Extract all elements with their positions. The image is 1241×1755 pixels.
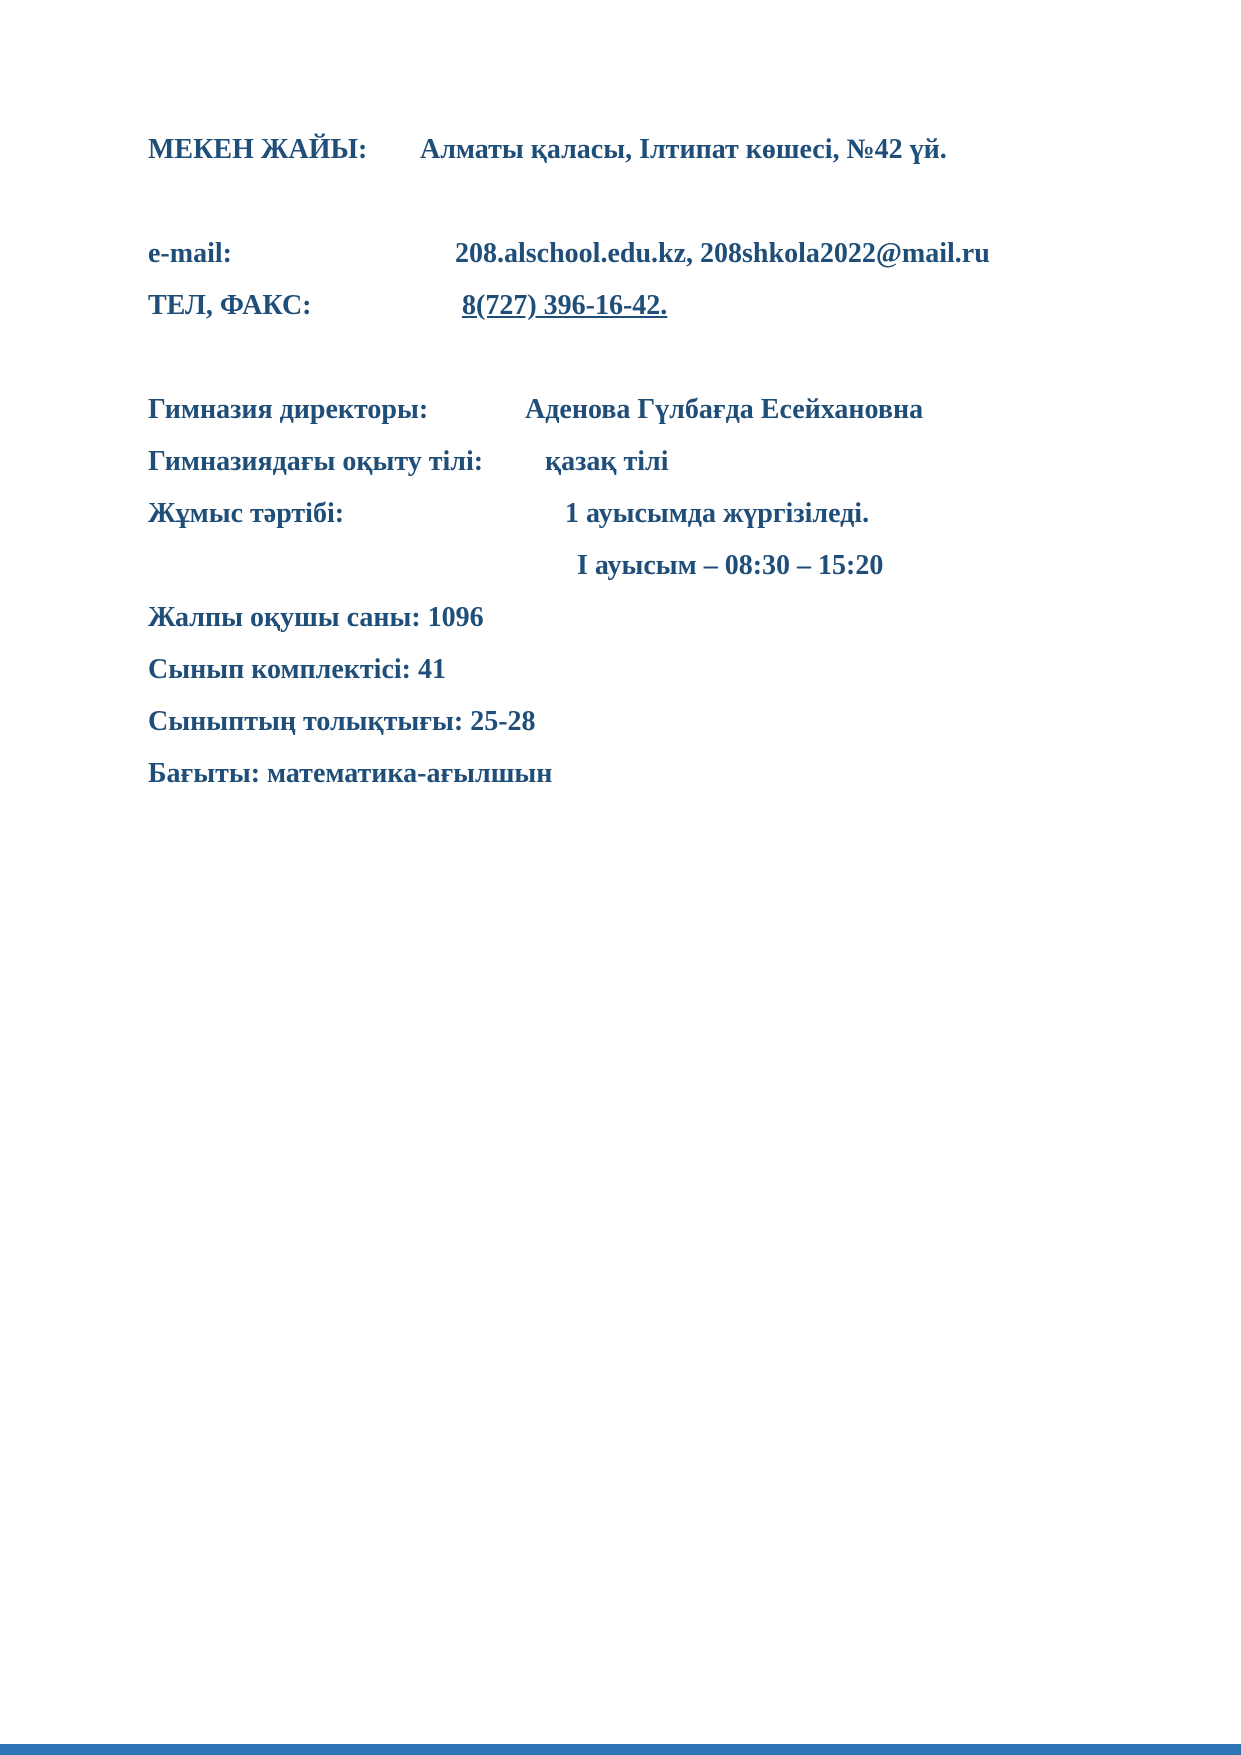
class-sets-text: Сынып комплектісі: 41 — [148, 654, 446, 685]
director-label: Гимназия директоры: — [148, 394, 429, 425]
blank-line — [148, 176, 1181, 228]
phone-fax-label: ТЕЛ, ФАКС: — [148, 290, 312, 321]
document-content — [148, 124, 1181, 800]
direction-row — [148, 748, 1181, 800]
footer-accent-bar — [0, 1744, 1241, 1755]
address-value: Алматы қаласы, Ілтипат көшесі, №42 үй. — [420, 134, 947, 165]
teaching-language-row — [148, 436, 1181, 488]
shift-detail-text: I ауысым – 08:30 – 15:20 — [577, 550, 884, 581]
class-capacity-text: Сыныптың толықтығы: 25-28 — [148, 706, 536, 737]
shift-detail-row — [148, 540, 1181, 592]
students-total-row — [148, 592, 1181, 644]
students-total-text: Жалпы оқушы саны: 1096 — [148, 602, 484, 633]
email-row — [148, 228, 1181, 280]
phone-fax-row — [148, 280, 1181, 332]
address-label: МЕКЕН ЖАЙЫ: — [148, 134, 368, 165]
director-value: Аденова Гүлбағда Есейхановна — [525, 394, 924, 425]
class-capacity-row — [148, 696, 1181, 748]
director-row — [148, 384, 1181, 436]
email-label: e-mail: — [148, 238, 232, 269]
phone-fax-value: 8(727) 396-16-42. — [462, 290, 668, 321]
direction-text: Бағыты: математика-ағылшын — [148, 758, 553, 789]
class-sets-row — [148, 644, 1181, 696]
blank-line — [148, 332, 1181, 384]
work-schedule-row — [148, 488, 1181, 540]
work-schedule-value: 1 ауысымда жүргізіледі. — [565, 498, 870, 529]
email-value: 208.alschool.edu.kz, 208shkola2022@mail.ru — [455, 238, 990, 269]
address-row — [148, 124, 1181, 176]
work-schedule-label: Жұмыс тәртібі: — [148, 498, 345, 529]
teaching-language-value: қазақ тілі — [545, 446, 669, 477]
teaching-language-label: Гимназиядағы оқыту тілі: — [148, 446, 484, 477]
